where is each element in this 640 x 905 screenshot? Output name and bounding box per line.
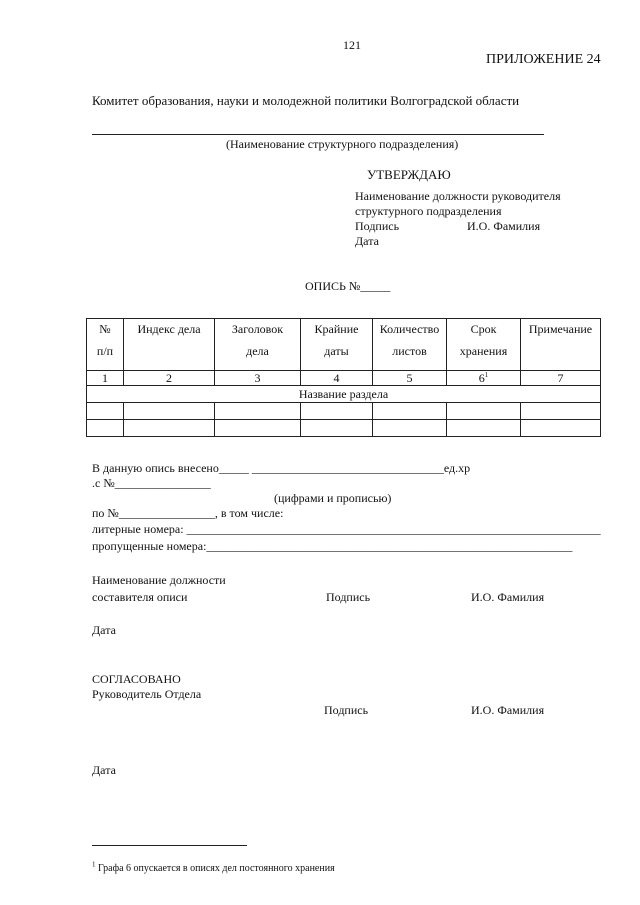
section-title: Название раздела: [87, 386, 601, 403]
subdivision-name-line[interactable]: [92, 134, 544, 135]
from-number-line: .с №________________: [92, 476, 211, 490]
table-cell[interactable]: [373, 420, 447, 437]
table-cell[interactable]: [215, 403, 301, 420]
footnote: [92, 860, 335, 874]
header-cell-dates: Крайние даты: [301, 319, 373, 371]
table-cell[interactable]: [373, 403, 447, 420]
column-number-7: 7: [521, 371, 601, 386]
compiler-signature-label: Подпись: [326, 590, 371, 604]
section-row: [87, 386, 601, 403]
column-number-row: [87, 371, 601, 386]
to-number-line: по №________________, в том числе:: [92, 506, 284, 520]
table-cell[interactable]: [124, 403, 215, 420]
table-cell[interactable]: [301, 403, 373, 420]
agreed-name-label: И.О. Фамилия: [471, 703, 545, 717]
table-cell[interactable]: [124, 420, 215, 437]
approval-signature-label: Подпись: [355, 219, 400, 233]
agreed-heading: СОГЛАСОВАНО: [92, 672, 181, 686]
subdivision-caption: (Наименование структурного подразделения): [226, 137, 459, 151]
column-number-1: 1: [87, 371, 124, 386]
approval-name-label: И.О. Фамилия: [467, 219, 541, 233]
appendix-title: ПРИЛОЖЕНИЕ 24: [486, 52, 601, 67]
footnote-mark: 1: [92, 860, 96, 869]
footnote-text: Графа 6 опускается в описях дел постоянного хранения: [95, 863, 335, 874]
compiler-name-label: И.О. Фамилия: [471, 590, 545, 604]
header-cell-index: Индекс дела: [124, 319, 215, 371]
footnote-reference: 1: [484, 371, 489, 379]
header-cell-number: № п/п: [87, 319, 124, 371]
table-cell[interactable]: [87, 403, 124, 420]
missed-numbers-line: пропущенные номера:_____________________________________________________________: [92, 539, 573, 553]
digits-caption: (цифрами и прописью): [274, 491, 392, 505]
agreed-signature-label: Подпись: [324, 703, 369, 717]
table-cell[interactable]: [215, 420, 301, 437]
header-cell-title: Заголовок дела: [215, 319, 301, 371]
header-cell-notes: Примечание: [521, 319, 601, 371]
page-number: 121: [343, 38, 361, 52]
header-cell-retention: Срок хранения: [447, 319, 521, 371]
inventory-table: [86, 318, 601, 437]
compiler-position-line1: Наименование должности: [92, 573, 226, 587]
organization-name: Комитет образования, науки и молодежной политики Волгоградской области: [92, 93, 520, 108]
table-header-row: [87, 319, 601, 371]
column-number-6: $6^1$: [447, 371, 521, 386]
table-cell[interactable]: [447, 420, 521, 437]
header-cell-sheets: Количество листов: [373, 319, 447, 371]
footnote-separator: [92, 845, 247, 846]
column-number-4: 4: [301, 371, 373, 386]
table-row: [87, 403, 601, 420]
approval-heading: УТВЕРЖДАЮ: [367, 167, 451, 182]
compiler-date-label: Дата: [92, 623, 116, 637]
approval-position-line2: структурного подразделения: [355, 204, 502, 218]
table-cell[interactable]: [301, 420, 373, 437]
inventory-title: ОПИСЬ №_____: [305, 279, 391, 293]
table-row: [87, 420, 601, 437]
column-number-5: 5: [373, 371, 447, 386]
table-cell[interactable]: [87, 420, 124, 437]
entered-count-line: В данную опись внесено_____ ________________________________ед.хр: [92, 461, 471, 475]
agreed-date-label: Дата: [92, 763, 116, 777]
letter-numbers-line: литерные номера: _____________________________________________________________________: [92, 522, 601, 536]
compiler-position-line2: составителя описи: [92, 590, 188, 604]
agreed-position: Руководитель Отдела: [92, 687, 202, 701]
approval-position-line1: Наименование должности руководителя: [355, 189, 561, 203]
table-cell[interactable]: [521, 420, 601, 437]
table-cell[interactable]: [521, 403, 601, 420]
approval-date-label: Дата: [355, 234, 379, 248]
table-cell[interactable]: [447, 403, 521, 420]
column-number-3: 3: [215, 371, 301, 386]
column-number-2: 2: [124, 371, 215, 386]
